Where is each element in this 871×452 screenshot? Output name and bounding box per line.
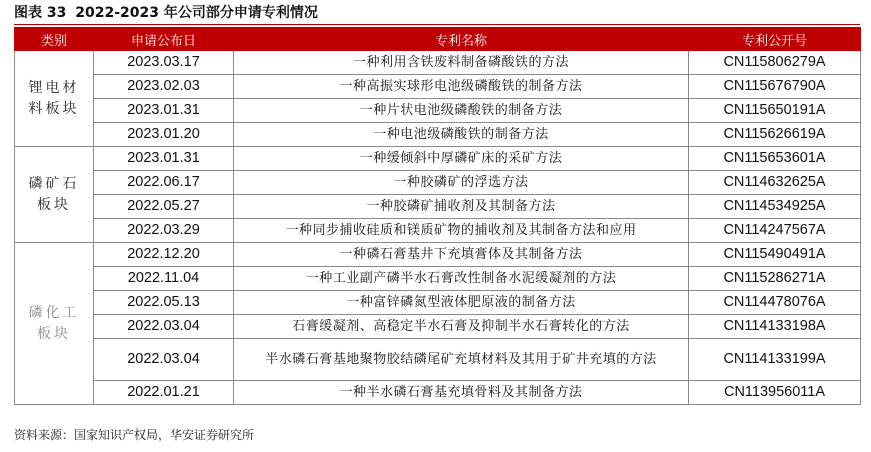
publish-date: 2022.11.04 — [94, 267, 234, 291]
patent-number: CN114133199A — [689, 339, 861, 381]
publish-date: 2023.02.03 — [94, 75, 234, 99]
table-row — [15, 195, 861, 219]
table-row — [15, 219, 861, 243]
patent-name: 一种胶磷矿的浮选方法 — [234, 171, 689, 195]
table-row — [15, 75, 861, 99]
table-row — [15, 51, 861, 75]
category-label: 磷矿石板块 — [28, 175, 80, 213]
publish-date: 2022.05.13 — [94, 291, 234, 315]
table-row — [15, 243, 861, 267]
patent-name: 石膏缓凝剂、高稳定半水石膏及抑制半水石膏转化的方法 — [234, 315, 689, 339]
table-row — [15, 381, 861, 405]
table-row — [15, 171, 861, 195]
publish-date: 2022.03.04 — [94, 315, 234, 339]
table-row — [15, 99, 861, 123]
patent-name: 半水磷石膏基地聚物胶结磷尾矿充填材料及其用于矿井充填的方法 — [234, 339, 689, 381]
category-cell — [15, 243, 94, 405]
patent-number: CN115650191A — [689, 99, 861, 123]
table-row — [15, 267, 861, 291]
patent-table — [14, 27, 861, 405]
publish-date: 2023.01.31 — [94, 147, 234, 171]
publish-date: 2022.03.29 — [94, 219, 234, 243]
publish-date: 2023.01.20 — [94, 123, 234, 147]
patent-number: CN115653601A — [689, 147, 861, 171]
patent-number: CN115676790A — [689, 75, 861, 99]
patent-number: CN113956011A — [689, 381, 861, 405]
patent-number: CN114478076A — [689, 291, 861, 315]
publish-date: 2022.06.17 — [94, 171, 234, 195]
figure-number: 图表 33 — [14, 5, 67, 21]
patent-number: CN115626619A — [689, 123, 861, 147]
patent-number: CN115490491A — [689, 243, 861, 267]
patent-name: 一种半水磷石膏基充填骨料及其制备方法 — [234, 381, 689, 405]
figure-title — [14, 2, 318, 24]
publish-date: 2022.12.20 — [94, 243, 234, 267]
publish-date: 2022.01.21 — [94, 381, 234, 405]
category-label: 磷化工板块 — [28, 304, 80, 342]
patent-name: 一种高振实球形电池级磷酸铁的制备方法 — [234, 75, 689, 99]
table-row — [15, 315, 861, 339]
patent-number: CN115806279A — [689, 51, 861, 75]
patent-name: 一种缓倾斜中厚磷矿床的采矿方法 — [234, 147, 689, 171]
patent-number: CN114534925A — [689, 195, 861, 219]
publish-date: 2022.05.27 — [94, 195, 234, 219]
patent-name: 一种胶磷矿捕收剂及其制备方法 — [234, 195, 689, 219]
patent-number: CN114133198A — [689, 315, 861, 339]
table-row — [15, 291, 861, 315]
publish-date: 2022.03.04 — [94, 339, 234, 381]
category-cell — [15, 51, 94, 147]
figure-title-text: 2022-2023 年公司部分申请专利情况 — [75, 5, 318, 21]
category-label: 锂电材料板块 — [28, 79, 80, 117]
header-patent-name: 专利名称 — [234, 28, 689, 51]
title-underline — [14, 24, 860, 25]
patent-name: 一种片状电池级磷酸铁的制备方法 — [234, 99, 689, 123]
publish-date: 2023.03.17 — [94, 51, 234, 75]
table-row — [15, 123, 861, 147]
patent-name: 一种同步捕收硅质和镁质矿物的捕收剂及其制备方法和应用 — [234, 219, 689, 243]
table-row — [15, 339, 861, 381]
patent-name: 一种富锌磷氮型液体肥原液的制备方法 — [234, 291, 689, 315]
category-cell — [15, 147, 94, 243]
patent-number: CN115286271A — [689, 267, 861, 291]
publish-date: 2023.01.31 — [94, 99, 234, 123]
header-patent-number: 专利公开号 — [689, 28, 861, 51]
patent-name: 一种电池级磷酸铁的制备方法 — [234, 123, 689, 147]
header-category: 类别 — [15, 28, 94, 51]
patent-name: 一种磷石膏基井下充填膏体及其制备方法 — [234, 243, 689, 267]
patent-number: CN114247567A — [689, 219, 861, 243]
source-note: 资料来源：国家知识产权局，华安证券研究所 — [14, 428, 255, 442]
patent-number: CN114632625A — [689, 171, 861, 195]
patent-name: 一种利用含铁废料制备磷酸铁的方法 — [234, 51, 689, 75]
patent-name: 一种工业副产磷半水石膏改性制备水泥缓凝剂的方法 — [234, 267, 689, 291]
table-header-row — [15, 28, 861, 51]
header-publish-date: 申请公布日 — [94, 28, 234, 51]
table-row — [15, 147, 861, 171]
